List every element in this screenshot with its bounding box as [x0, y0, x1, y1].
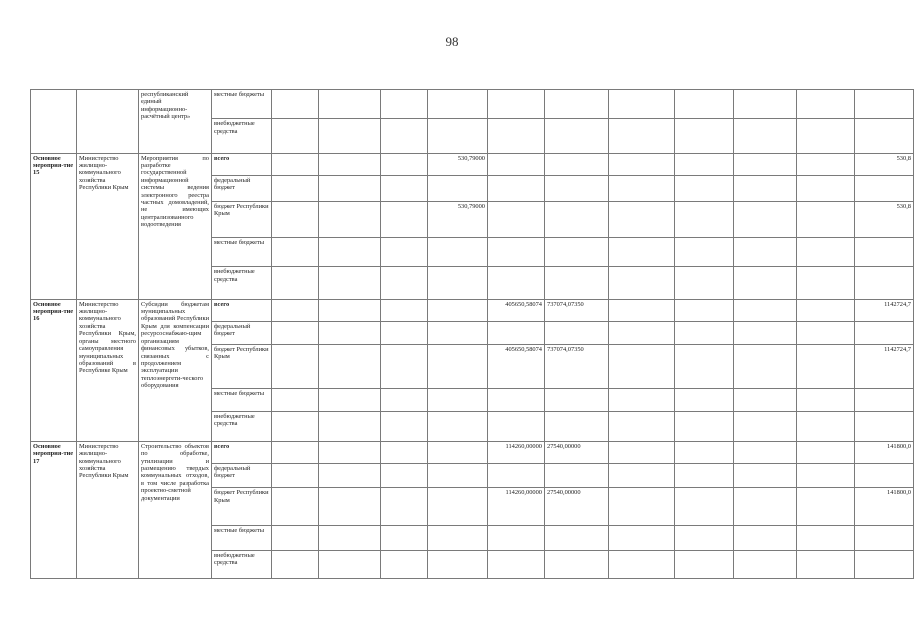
empty-cell: [675, 201, 734, 237]
value-cell: [428, 550, 488, 578]
event-name-cell: Основное мероприя-тие 16: [31, 299, 77, 441]
table-row: [31, 441, 914, 463]
empty-cell: [734, 119, 797, 153]
empty-cell: [797, 411, 855, 441]
empty-cell: [381, 299, 428, 321]
description-cell: Мероприятия по разработке государственной информационной системы ведения электронного реестра частных домовладений, не имеющих централизованного водоотведения: [139, 153, 212, 299]
empty-cell: [381, 119, 428, 153]
event-name-cell: Основное мероприя-тие 15: [31, 153, 77, 299]
total-cell: [855, 463, 914, 487]
empty-cell: [675, 153, 734, 175]
empty-cell: [609, 299, 675, 321]
total-cell: [855, 119, 914, 153]
empty-cell: [609, 119, 675, 153]
empty-cell: [797, 526, 855, 550]
total-cell: 1142724,7: [855, 299, 914, 321]
empty-cell: [797, 175, 855, 201]
value-cell: [428, 119, 488, 153]
empty-cell: [734, 345, 797, 389]
empty-cell: [675, 90, 734, 119]
executor-cell: Министерство жилищно-коммунального хозяйства Республики Крым, органы местного самоуправления муниципальных образований в Республике Крым: [77, 299, 139, 441]
empty-cell: [381, 488, 428, 526]
empty-cell: [272, 389, 319, 411]
empty-cell: [381, 441, 428, 463]
value-cell: [545, 238, 609, 267]
event-name-cell: Основное мероприя-тие 17: [31, 441, 77, 578]
empty-cell: [734, 90, 797, 119]
empty-cell: [675, 389, 734, 411]
funding-source-cell: бюджет Республики Крым: [212, 488, 272, 526]
empty-cell: [381, 175, 428, 201]
empty-cell: [675, 526, 734, 550]
funding-source-cell: внебюджетные средства: [212, 550, 272, 578]
empty-cell: [609, 267, 675, 299]
total-cell: [855, 411, 914, 441]
empty-cell: [734, 411, 797, 441]
value-cell: [428, 389, 488, 411]
empty-cell: [381, 463, 428, 487]
value-cell: 114260,00000: [488, 488, 545, 526]
empty-cell: [797, 550, 855, 578]
value-cell: [428, 321, 488, 344]
value-cell: [428, 345, 488, 389]
empty-cell: [609, 153, 675, 175]
empty-cell: [609, 488, 675, 526]
total-cell: [855, 526, 914, 550]
empty-cell: [381, 238, 428, 267]
total-cell: [855, 321, 914, 344]
table-row: [31, 299, 914, 321]
empty-cell: [272, 299, 319, 321]
budget-table: [30, 89, 914, 579]
value-cell: [488, 153, 545, 175]
empty-cell: [272, 526, 319, 550]
empty-cell: [272, 488, 319, 526]
empty-cell: [797, 299, 855, 321]
empty-cell: [734, 267, 797, 299]
empty-cell: [797, 153, 855, 175]
empty-cell: [609, 411, 675, 441]
empty-cell: [381, 153, 428, 175]
value-cell: [428, 267, 488, 299]
empty-cell: [609, 90, 675, 119]
value-cell: [545, 321, 609, 344]
empty-cell: [734, 463, 797, 487]
table-body: [31, 90, 914, 579]
table-row: [31, 90, 914, 119]
funding-source-cell: местные бюджеты: [212, 90, 272, 119]
total-cell: [855, 238, 914, 267]
value-cell: [488, 175, 545, 201]
funding-source-cell: местные бюджеты: [212, 389, 272, 411]
value-cell: [488, 201, 545, 237]
empty-cell: [381, 321, 428, 344]
total-cell: 1142724,7: [855, 345, 914, 389]
value-cell: [545, 175, 609, 201]
value-cell: 27540,00000: [545, 488, 609, 526]
value-cell: [545, 526, 609, 550]
funding-source-cell: всего: [212, 153, 272, 175]
empty-cell: [734, 389, 797, 411]
empty-cell: [381, 201, 428, 237]
empty-cell: [319, 488, 381, 526]
value-cell: [545, 389, 609, 411]
total-cell: [855, 550, 914, 578]
empty-cell: [734, 153, 797, 175]
description-cell: Строительство объектов по обработке, утилизации и размещению твердых коммунальных отходов, в том числе разработка проектно-сметной документации: [139, 441, 212, 578]
empty-cell: [272, 201, 319, 237]
value-cell: [545, 463, 609, 487]
value-cell: 737074,07350: [545, 345, 609, 389]
empty-cell: [319, 299, 381, 321]
empty-cell: [609, 441, 675, 463]
value-cell: 114260,00000: [488, 441, 545, 463]
empty-cell: [797, 441, 855, 463]
empty-cell: [734, 488, 797, 526]
value-cell: [545, 267, 609, 299]
empty-cell: [609, 463, 675, 487]
funding-source-cell: бюджет Республики Крым: [212, 201, 272, 237]
empty-cell: [272, 119, 319, 153]
total-cell: 530,8: [855, 201, 914, 237]
empty-cell: [319, 153, 381, 175]
funding-source-cell: федеральный бюджет: [212, 463, 272, 487]
executor-cell: Министерство жилищно-коммунального хозяйства Республики Крым: [77, 441, 139, 578]
value-cell: [428, 238, 488, 267]
empty-cell: [797, 463, 855, 487]
value-cell: [428, 526, 488, 550]
funding-source-cell: местные бюджеты: [212, 526, 272, 550]
funding-source-cell: федеральный бюджет: [212, 175, 272, 201]
empty-cell: [272, 267, 319, 299]
empty-cell: [609, 201, 675, 237]
value-cell: [488, 526, 545, 550]
empty-cell: [675, 267, 734, 299]
description-cell: республиканский единый информационно-расчётный центр»: [139, 90, 212, 154]
empty-cell: [675, 411, 734, 441]
empty-cell: [381, 90, 428, 119]
empty-cell: [734, 201, 797, 237]
empty-cell: [797, 345, 855, 389]
empty-cell: [797, 90, 855, 119]
value-cell: [428, 90, 488, 119]
empty-cell: [319, 90, 381, 119]
empty-cell: [319, 411, 381, 441]
empty-cell: [609, 550, 675, 578]
empty-cell: [609, 238, 675, 267]
empty-cell: [319, 463, 381, 487]
empty-cell: [319, 441, 381, 463]
value-cell: [545, 201, 609, 237]
empty-cell: [609, 389, 675, 411]
value-cell: [428, 299, 488, 321]
empty-cell: [609, 321, 675, 344]
empty-cell: [734, 175, 797, 201]
empty-cell: [675, 119, 734, 153]
value-cell: [488, 389, 545, 411]
empty-cell: [381, 389, 428, 411]
total-cell: 141800,0: [855, 441, 914, 463]
empty-cell: [797, 488, 855, 526]
value-cell: [488, 90, 545, 119]
empty-cell: [675, 550, 734, 578]
total-cell: [855, 267, 914, 299]
empty-cell: [734, 526, 797, 550]
executor-cell: [77, 90, 139, 154]
empty-cell: [675, 345, 734, 389]
empty-cell: [675, 463, 734, 487]
funding-source-cell: внебюджетные средства: [212, 411, 272, 441]
value-cell: [488, 321, 545, 344]
empty-cell: [272, 463, 319, 487]
empty-cell: [734, 299, 797, 321]
total-cell: [855, 389, 914, 411]
empty-cell: [675, 488, 734, 526]
empty-cell: [272, 90, 319, 119]
funding-source-cell: местные бюджеты: [212, 238, 272, 267]
value-cell: [428, 175, 488, 201]
empty-cell: [381, 267, 428, 299]
value-cell: [488, 238, 545, 267]
empty-cell: [797, 201, 855, 237]
empty-cell: [734, 238, 797, 267]
empty-cell: [319, 389, 381, 411]
value-cell: 405650,58074: [488, 345, 545, 389]
empty-cell: [319, 119, 381, 153]
table-row: [31, 153, 914, 175]
funding-source-cell: всего: [212, 441, 272, 463]
event-name-cell: [31, 90, 77, 154]
empty-cell: [734, 321, 797, 344]
funding-source-cell: внебюджетные средства: [212, 119, 272, 153]
total-cell: [855, 90, 914, 119]
empty-cell: [319, 321, 381, 344]
empty-cell: [319, 267, 381, 299]
value-cell: [488, 411, 545, 441]
empty-cell: [381, 345, 428, 389]
total-cell: 141800,0: [855, 488, 914, 526]
empty-cell: [797, 267, 855, 299]
value-cell: 737074,07350: [545, 299, 609, 321]
funding-source-cell: федеральный бюджет: [212, 321, 272, 344]
value-cell: [545, 550, 609, 578]
empty-cell: [609, 175, 675, 201]
empty-cell: [319, 345, 381, 389]
empty-cell: [381, 526, 428, 550]
empty-cell: [272, 441, 319, 463]
empty-cell: [734, 550, 797, 578]
empty-cell: [797, 238, 855, 267]
funding-source-cell: внебюджетные средства: [212, 267, 272, 299]
value-cell: 27540,00000: [545, 441, 609, 463]
empty-cell: [319, 526, 381, 550]
value-cell: 530,79000: [428, 153, 488, 175]
value-cell: [428, 463, 488, 487]
value-cell: [545, 153, 609, 175]
empty-cell: [675, 175, 734, 201]
total-cell: 530,8: [855, 153, 914, 175]
empty-cell: [319, 550, 381, 578]
empty-cell: [609, 345, 675, 389]
empty-cell: [319, 238, 381, 267]
empty-cell: [734, 441, 797, 463]
empty-cell: [319, 201, 381, 237]
value-cell: [488, 119, 545, 153]
empty-cell: [272, 321, 319, 344]
value-cell: [545, 90, 609, 119]
empty-cell: [675, 238, 734, 267]
empty-cell: [272, 153, 319, 175]
value-cell: [428, 441, 488, 463]
empty-cell: [272, 411, 319, 441]
value-cell: 405650,58074: [488, 299, 545, 321]
funding-source-cell: бюджет Республики Крым: [212, 345, 272, 389]
value-cell: 530,79000: [428, 201, 488, 237]
empty-cell: [272, 550, 319, 578]
value-cell: [488, 550, 545, 578]
empty-cell: [381, 411, 428, 441]
empty-cell: [797, 119, 855, 153]
total-cell: [855, 175, 914, 201]
value-cell: [545, 119, 609, 153]
value-cell: [428, 488, 488, 526]
empty-cell: [319, 175, 381, 201]
executor-cell: Министерство жилищно-коммунального хозяйства Республики Крым: [77, 153, 139, 299]
empty-cell: [272, 345, 319, 389]
page-number: 98: [445, 34, 459, 49]
value-cell: [488, 463, 545, 487]
funding-source-cell: всего: [212, 299, 272, 321]
empty-cell: [675, 441, 734, 463]
empty-cell: [381, 550, 428, 578]
value-cell: [488, 267, 545, 299]
empty-cell: [797, 321, 855, 344]
empty-cell: [675, 321, 734, 344]
value-cell: [545, 411, 609, 441]
description-cell: Субсидии бюджетам муниципальных образований Республики Крым для компенсации ресурсоснабжаю-щим организациям финансовых убытков, связанных с продолжением эксплуатации теплоэнергети-ческого оборудования: [139, 299, 212, 441]
empty-cell: [272, 175, 319, 201]
value-cell: [428, 411, 488, 441]
empty-cell: [675, 299, 734, 321]
empty-cell: [272, 238, 319, 267]
empty-cell: [797, 389, 855, 411]
empty-cell: [609, 526, 675, 550]
